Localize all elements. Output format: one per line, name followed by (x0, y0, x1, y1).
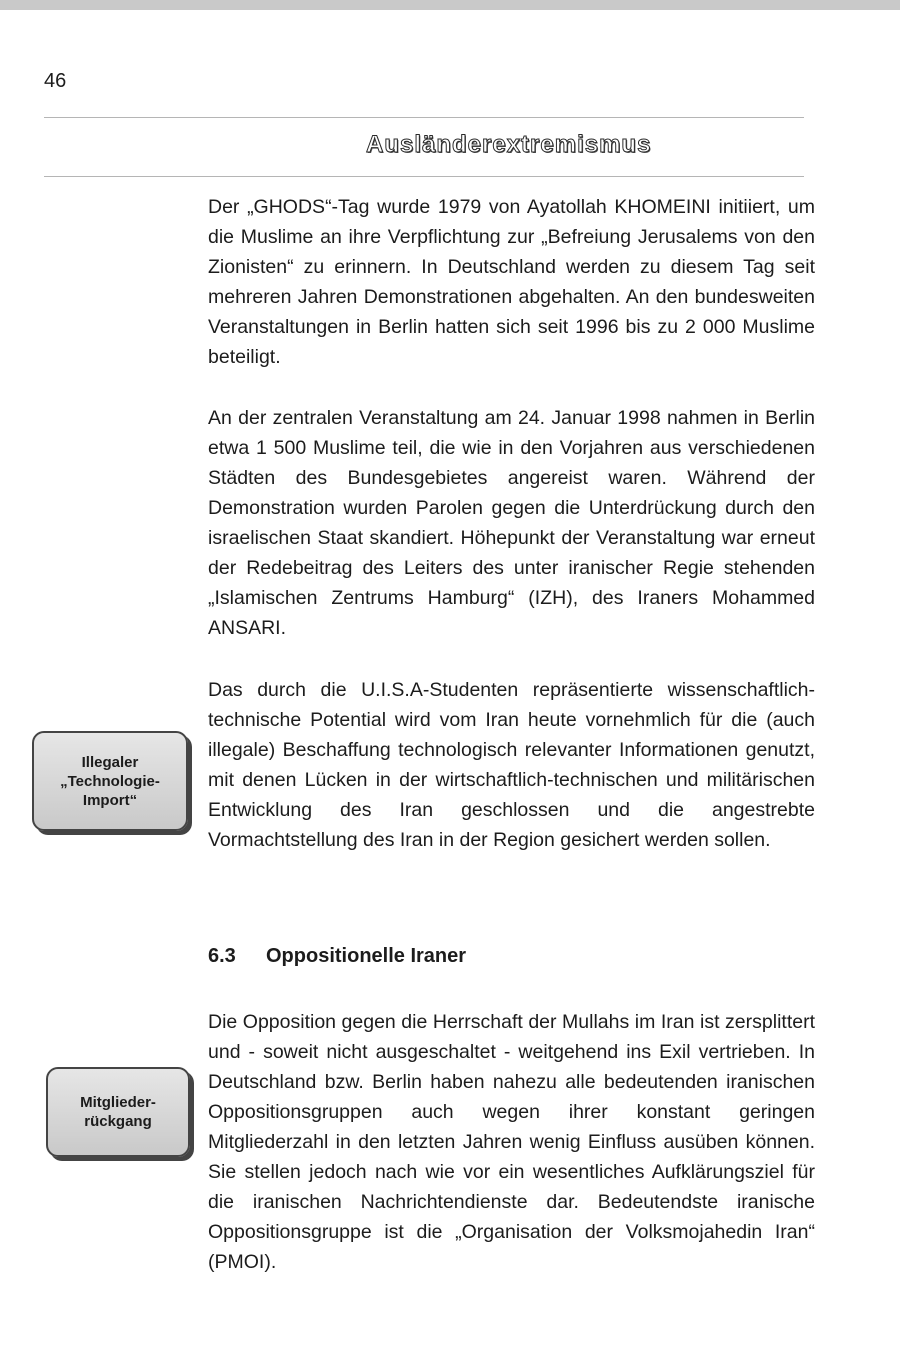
section-title: Oppositionelle Iraner (266, 945, 467, 967)
running-header: Ausländerextremismus (366, 131, 652, 158)
margin-note-technology-import (32, 731, 188, 831)
section-number: 6.3 (208, 945, 236, 967)
paragraph-central-event: An der zentralen Veranstaltung am 24. Januar 1998 nahmen in Berlin etwa 1 500 Muslime teil, die wie in den Vorjahren aus verschiedenen Städten des Bundesgebietes angereist waren. Während der Demonstration wurden Parolen gegen die Unterdrückung durch den israelischen Staat skandiert. Höhepunkt der Veranstaltung war erneut der Redebeitrag des Leiters des unter iranischer Regie stehenden „Islamischen Zentrums Hamburg“ (IZH), des Iraners Mohammed ANSARI. (208, 407, 815, 639)
margin-note-line: „Technologie- (60, 772, 160, 790)
section-heading (208, 945, 466, 968)
paragraph-uisa-students: Das durch die U.I.S.A-Studenten repräsentierte wissenschaftlich-technische Potential wird vom Iran heute vornehmlich für die (auch illegale) Beschaffung technologisch relevanter Informationen genutzt, mit denen Lücken in der wirtschaftlich-technischen und militärischen Entwicklung des Iran geschlossen und die angestrebte Vormachtstellung des Iran in der Region gesichert werden sollen. (208, 679, 815, 851)
paragraph-ghods-tag: Der „GHODS“-Tag wurde 1979 von Ayatollah KHOMEINI initiiert, um die Muslime an ihre Verpflichtung zur „Befreiung Jerusalems von den Zionisten“ zu erinnern. In Deutschland werden zu diesem Tag seit mehreren Jahren Demonstrationen abgehalten. An den bundesweiten Veranstaltungen in Berlin hatten sich seit 1996 bis zu 2 000 Muslime beteiligt. (208, 196, 815, 368)
page-number: 46 (44, 70, 67, 92)
margin-note-line: Illegaler (81, 753, 139, 771)
margin-note-line: rückgang (84, 1113, 152, 1130)
header-rule-bottom (44, 176, 804, 177)
header-rule-top (44, 117, 804, 118)
margin-note-line: Mitglieder- (80, 1094, 156, 1111)
scan-top-band (0, 0, 900, 10)
paragraph-opposition: Die Opposition gegen die Herrschaft der Mullahs im Iran ist zersplittert und - soweit nicht ausgeschaltet - weitgehend ins Exil vertrieben. In Deutschland bzw. Berlin haben nahezu alle bedeutenden iranischen Oppositionsgruppen auch wegen ihrer konstant geringen Mitgliederzahl in den letzten Jahren wenig Einfluss ausüben können. Sie stellen jedoch nach wie vor ein wesentliches Aufklärungsziel für die iranischen Nachrichtendienste dar. Bedeutendste iranische Oppositionsgruppe ist die „Organisation der Volksmojahedin Iran“ (PMOI). (208, 1011, 815, 1273)
margin-note-line: Import“ (82, 791, 138, 809)
margin-note-membership-decline (46, 1067, 190, 1157)
